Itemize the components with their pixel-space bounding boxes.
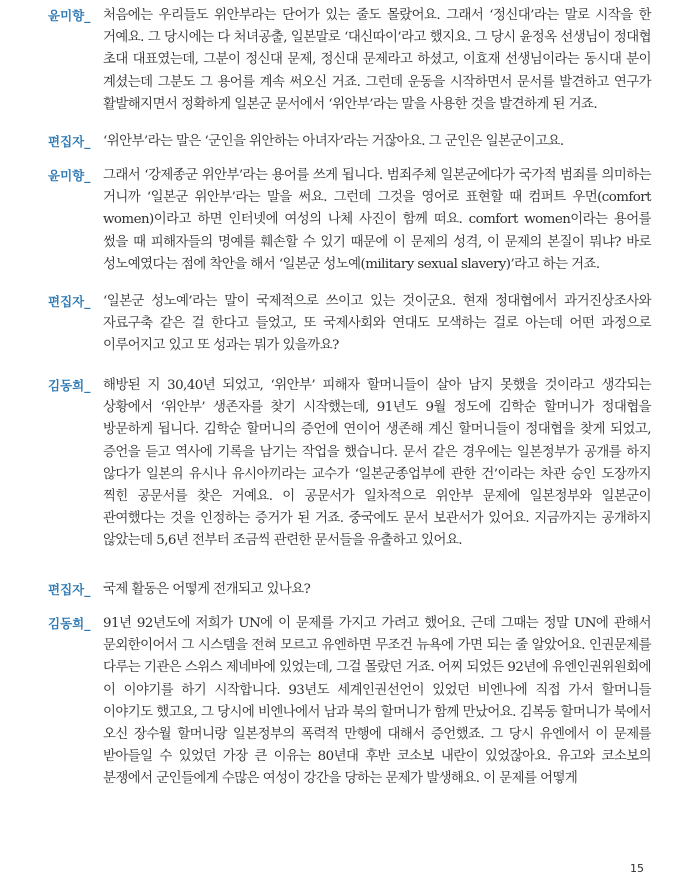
dialogue-text: ‘위안부’라는 말은 ‘군인을 위안하는 아녀자’라는 거잖아요. 그 군인은 일본군이고요. — [103, 134, 564, 149]
dialogue-text: 해방된 지 30,40년 되었고, ‘위안부’ 피해자 할머니들이 살아 남지 못했을 것이라고 생각되는 상황에서 ‘위안부’ 생존자를 찾기 시작했는데, 91년도 9월 정도에 김학순 할머니가 정대협을 방문하게 됩니다. 김학순 할머니의 증언에 연이어 생존해 계신 할머니들이 정대협을 찾게 되었고, 증언을 듣고 역사에 기록을 남기는 작업을 했습니다. 문서 같은 경우에는 일본정부가 공개를 하지 않다가 일본의 유시나 유시아끼라는 교수가 ‘일본군종업부에 관한 건’이라는 차관 승인 도장까지 찍힌 공문서를 찾은 거예요. 이 공문서가 일차적으로 위안부 문제에 일본정부와 일본군이 관여했다는 것을 인정하는 증거가 된 거죠. 중국에도 문서 보관서가 있어요. 지금까지는 공개하지 않았는데 5,6년 전부터 조금씩 관련한 문서들을 유출하고 있어요. — [103, 378, 651, 549]
dialogue-text: ‘일본군 성노예’라는 말이 국제적으로 쓰이고 있는 것이군요. 현재 정대협에서 과거진상조사와 자료구축 같은 걸 한다고 들었고, 또 국제사회와 연대도 모색하는 걸로 아는데 어떤 과정으로 이루어지고 있고 또 성과는 뭐가 있을까요? — [103, 294, 651, 354]
speaker-label: 윤미향_ — [48, 168, 91, 183]
dialogue-text: 처음에는 우리들도 위안부라는 단어가 있는 줄도 몰랐어요. 그래서 ‘정신대’라는 말로 시작을 한 거예요. 그 당시에는 다 처녀공출, 일본말로 ‘대신따이’라고 했지요. 그 당시 윤정옥 선생님이 정대협 초대 대표였는데, 그분이 정신대 문제, 정신대 문제라고 하셨고, 이효재 선생님이라는 동시대 분이 계셨는데 그분도 그 용어를 계속 써오신 거죠. 그런데 운동을 시작하면서 문서를 발견하고 연구가 활발해지면서 정확하게 일본군 문서에서 ‘위안부’라는 말을 사용한 것을 발견하게 된 거죠. — [103, 8, 651, 112]
speaker-label: 김동희_ — [48, 378, 91, 393]
dialogue-text: 그래서 ‘강제종군 위안부’라는 용어를 쓰게 됩니다. 범죄주체 일본군에다가 국가적 범죄를 의미하는 거니까 ‘일본군 위안부’라는 말을 써요. 그런데 그것을 영어로 표현할 때 컴퍼트 우먼(comfort women)이라고 하면 인터넷에 여성의 나체 사진이 함께 떠요. comfort women이라는 용어를 썼을 때 피해자들의 명예를 훼손할 수 있기 때문에 이 문제의 성격, 이 문제의 본질이 뭐냐? 바로 성노예였다는 점에 착안을 해서 ‘일본군 성노예(military sexual slavery)’라고 하는 거죠. — [103, 168, 651, 272]
speaker-label: 김동희_ — [48, 616, 91, 631]
dialogue-text: 91년 92년도에 저희가 UN에 이 문제를 가지고 가려고 했어요. 근데 그때는 정말 UN에 관해서 문외한이어서 그 시스템을 전혀 모르고 유엔하면 무조건 뉴욕에 가면 되는 줄 알았어요. 인권문제를 다루는 기관은 스위스 제네바에 있었는데, 그걸 몰랐던 거죠. 어찌 되었든 92년에 유엔인권위원회에 이 이야기를 하기 시작합니다. 93년도 세계인권선언이 있었던 비엔나에 직접 가서 할머니들 이야기도 했고요, 그 당시에 비엔나에서 남과 북의 할머니가 함께 만났어요. 김복동 할머니가 북에서 오신 장수월 할머니랑 일본정부의 폭력적 만행에 대해서 증언했죠. 그 당시 유엔에서 이 문제를 받아들일 수 있었던 가장 큰 이유는 80년대 후반 코소보 내란이 있었잖아요. 유고와 코소보의 분쟁에서 군인들에게 수많은 여성이 강간을 당하는 문제가 발생해요. 이 문제를 어떻게 — [103, 616, 651, 787]
speaker-label: 편집자_ — [48, 294, 91, 309]
speaker-label: 편집자_ — [48, 134, 91, 149]
speaker-label: 편집자_ — [48, 582, 91, 597]
dialogue-text: 국제 활동은 어떻게 전개되고 있나요? — [103, 582, 311, 597]
speaker-label: 윤미향_ — [48, 8, 91, 23]
page-number: 15 — [630, 862, 644, 875]
